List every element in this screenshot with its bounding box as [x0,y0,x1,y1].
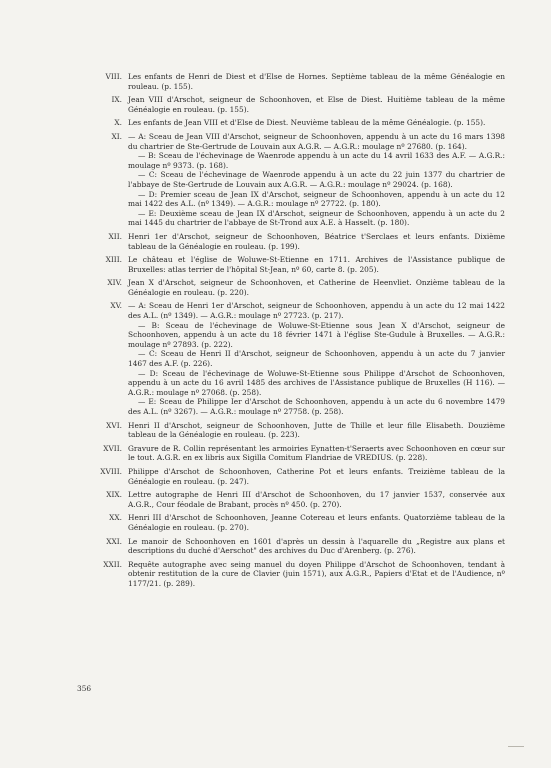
caption-line: Requête autographe avec seing manuel du doyen Philippe d'Arschot de Schoonhoven, tendant à obtenir restitution de la cure de Clavier (juin 1571), aux A.G.R., Papiers d'Etat et de l'Audience, nº 1177/21. (p. 289). [128,559,505,588]
plate-entry [75,560,505,589]
plate-entry [75,95,505,114]
plate-number: XIV. [107,278,122,288]
plate-entry [75,72,505,91]
plate-caption [128,513,505,532]
caption-line: Jean VIII d'Arschot, seigneur de Schoonhoven, et Else de Diest. Huitième tableau de la même Généalogie en rouleau. (p. 155). [128,95,505,114]
plate-entry [75,301,505,416]
caption-line: Le château et l'église de Woluwe-St-Etienne en 1711. Archives de l'Assistance publique de Bruxelles: atlas terrier de l'hôpital St-Jean, nº 60, carte 8. (p. 205). [128,255,505,274]
caption-line: Philippe d'Arschot de Schoonhoven, Catherine Pot et leurs enfants. Treizième tableau de la Généalogie en rouleau. (p. 247). [128,466,505,486]
caption-line: Henri III d'Arschot de Schoonhoven, Jeanne Cotereau et leurs enfants. Quatorzième tableau de la Généalogie en rouleau. (p. 270). [128,513,505,532]
plate-entry [75,444,505,463]
plate-caption [128,232,505,251]
plate-caption [128,278,505,297]
caption-line: Les enfants de Henri de Diest et d'Else de Hornes. Septième tableau de la même Généalogie en rouleau. (p. 155). [128,72,505,91]
plate-caption [128,560,505,589]
plate-number: IX. [111,95,122,105]
caption-line: Henri 1er d'Arschot, seigneur de Schoonhoven, Béatrice t'Serclaes et leurs enfants. Dixième tableau de la Généalogie en rouleau. (p. 199). [128,231,505,251]
plate-caption [128,467,505,486]
page-number: 356 [77,684,92,693]
caption-line: Henri II d'Arschot, seigneur de Schoonhoven, Jutte de Thille et leur fille Elisabeth. Douzième tableau de la Généalogie en rouleau. (p. 223). [128,420,505,440]
plate-number: XXII. [103,559,122,569]
plate-entry [75,278,505,297]
plate-caption [128,444,505,463]
plate-number: XVI. [106,420,122,430]
plate-entry [75,467,505,486]
plate-number: XVII. [103,443,122,453]
plate-number: VIII. [105,72,122,81]
plate-number: XXI. [106,536,122,546]
plate-number: XIX. [106,490,122,500]
caption-line: — A: Sceau de Jean VIII d'Arschot, seigneur de Schoonhoven, appendu à un acte du 16 mars 1398 du chartrier de Ste-Gertrude de Louvain aux A.G.R. — A.G.R.: moulage nº 27680. (p. 164). [128,131,505,151]
plate-number: XV. [110,301,122,311]
caption-line: — B: Sceau de l'échevinage de Waenrode appendu à un acte du 14 avril 1633 des A.F. — A.G.R.: moulage nº 9373. (p. 168). [128,151,505,170]
plate-number: XVIII. [100,466,122,476]
plate-caption [128,490,505,509]
plate-caption [128,301,505,416]
margin-mark [508,746,524,747]
caption-line: — C: Sceau de l'échevinage de Waenrode appendu à un acte du 22 juin 1377 du chartrier de l'abbaye de Ste-Gertrude de Louvain aux A.G.R. — A.G.R.: moulage nº 29024. (p. 168). [128,170,505,189]
caption-line: Gravure de R. Collin représentant les armoiries Eynatten-t'Seraerts avec Schoonhoven en cœur sur le tout. A.G.R. en ex libris aux Sigilla Comitum Flandriae de VREDIUS. (p. 228). [128,443,505,463]
plate-number: X. [114,118,122,128]
caption-line: — D: Premier sceau de Jean IX d'Arschot, seigneur de Schoonhoven, appendu à un acte du 12 mai 1422 des A.L. (nº 1349). — A.G.R.: moulage nº 27722. (p. 180). [128,189,505,209]
plate-caption [128,95,505,114]
caption-line: — E: Sceau de Philippe Ier d'Arschot de Schoonhoven, appendu à un acte du 6 novembre 1479 des A.L. (nº 3267). — A.G.R.: moulage nº 27758. (p. 258). [128,397,505,416]
plate-entry [75,232,505,251]
plate-entry [75,537,505,556]
plate-entry [75,255,505,274]
plate-number: XX. [109,513,122,523]
plate-number: XI. [111,131,122,141]
plate-entry [75,490,505,509]
plate-entry [75,132,505,228]
caption-line: Les enfants de Jean VIII et d'Else de Diest. Neuvième tableau de la même Généalogie. (p. 155). [128,118,486,128]
caption-line: Le manoir de Schoonhoven en 1601 d'après un dessin à l'aquarelle du „Registre aux plans et descriptions du duché d'Aerschot" des archives du Duc d'Arenberg. (p. 276). [128,536,505,556]
plate-caption [128,118,505,128]
caption-line: Jean X d'Arschot, seigneur de Schoonhoven, et Catherine de Heenvliet. Onzième tableau de la Généalogie en rouleau. (p. 220). [128,278,505,297]
plate-caption [128,132,505,228]
plate-caption [128,255,505,274]
plate-caption [128,421,505,440]
caption-line: — B: Sceau de l'échevinage de Woluwe-St-Etienne sous Jean X d'Arschot, seigneur de Schoonhoven, appendu à un acte du 18 février 1471 à l'église Ste-Gudule à Bruxelles. — A.G.R.: moulage nº 27893. (p. 222). [128,320,505,349]
plate-entry [75,421,505,440]
caption-line: — C: Sceau de Henri II d'Arschot, seigneur de Schoonhoven, appendu à un acte du 7 janvier 1467 des A.F. (p. 226). [128,349,505,369]
plate-number: XIII. [105,255,122,265]
plate-entry [75,118,505,128]
caption-line: — D: Sceau de l'échevinage de Woluwe-St-Etienne sous Philippe d'Arschot de Schoonhoven, appendu à un acte du 16 avril 1485 des archives de l'Assistance publique de Bruxelles (H 116). — A.G.R.: moulage nº 27068. (p. 258). [128,368,505,397]
plate-list [75,72,505,593]
plate-caption [128,537,505,556]
caption-line: — A: Sceau de Henri 1er d'Arschot, seigneur de Schoonhoven, appendu à un acte du 12 mai 1422 des A.L. (nº 1349). — A.G.R.: moulage nº 27723. (p. 217). [128,301,505,321]
plate-caption [128,72,505,91]
caption-line: — E: Deuxième sceau de Jean IX d'Arschot, seigneur de Schoonhoven, appendu à un acte du 2 mai 1445 du chartrier de l'abbaye de St-Trond aux A.E. à Hasselt. (p. 180). [128,208,505,228]
caption-line: Lettre autographe de Henri III d'Arschot de Schoonhoven, du 17 janvier 1537, conservée aux A.G.R., Cour féodale de Brabant, procès nº 450. (p. 270). [128,490,505,509]
plate-number: XII. [108,231,122,241]
plate-entry [75,513,505,532]
